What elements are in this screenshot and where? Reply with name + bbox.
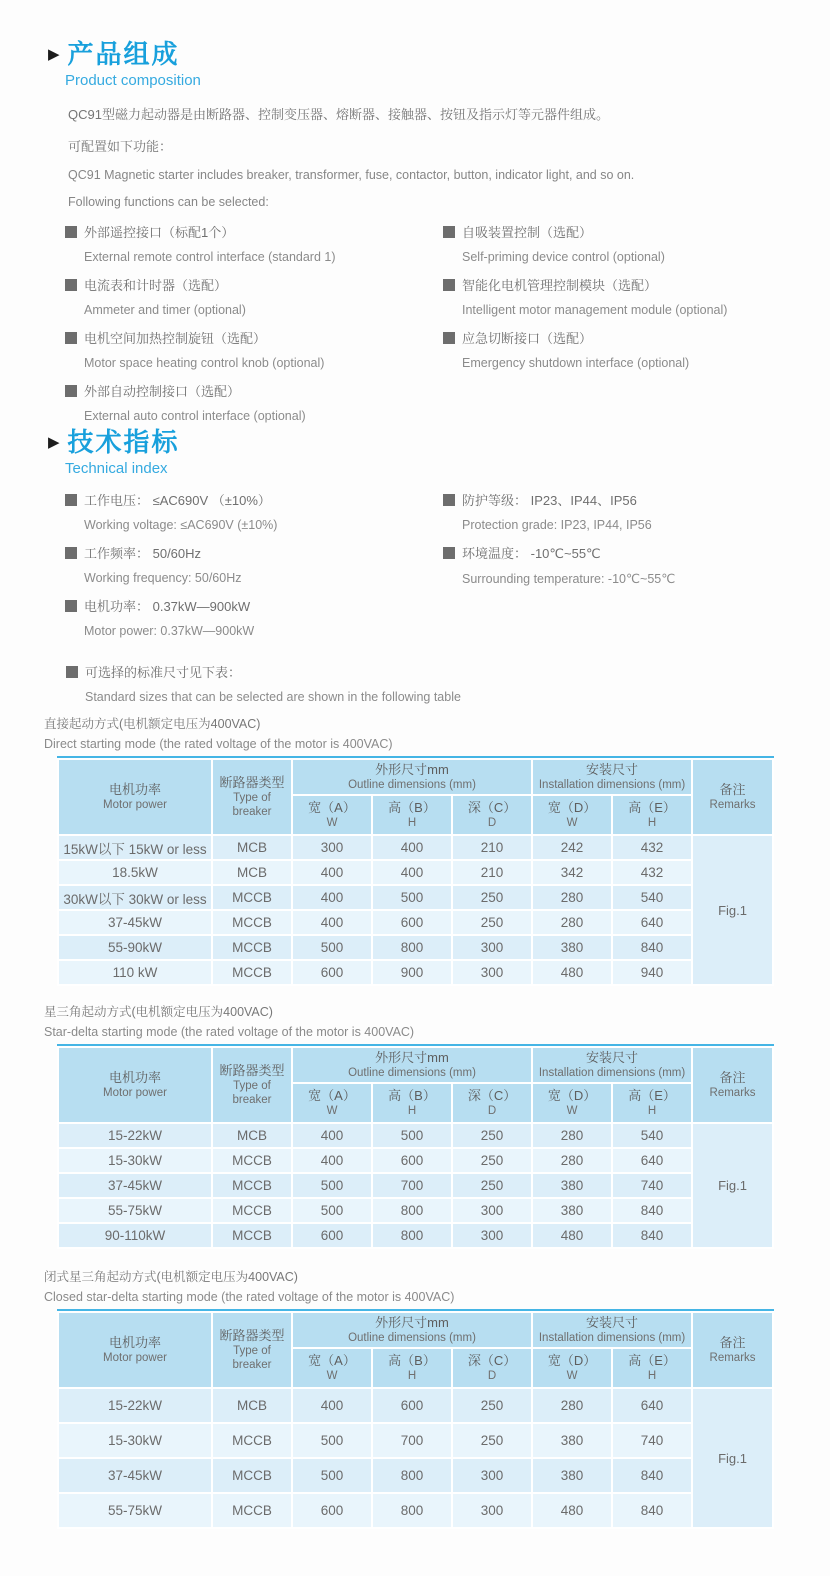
column-header: 外形尺寸mm Outline dimensions (mm) xyxy=(292,1047,532,1083)
square-bullet-icon xyxy=(65,600,77,612)
feature-column-right xyxy=(443,222,793,381)
item-text-cn: 环境温度： -10℃~55℃ xyxy=(462,545,601,561)
list-item-row-cn xyxy=(65,596,443,616)
table-cell: 250 xyxy=(452,1423,532,1458)
section-title-cn: 技术指标 xyxy=(67,427,180,457)
list-item-row-cn xyxy=(65,222,443,242)
table-cell: MCCB xyxy=(212,1458,292,1493)
table-cell: 210 xyxy=(452,860,532,885)
intro-paragraph-en: QC91 Magnetic starter includes breaker, transformer, fuse, contactor, button, indicator light, and so on. xyxy=(68,167,635,182)
square-bullet-icon xyxy=(65,385,77,397)
square-bullet-icon xyxy=(443,279,455,291)
table-cell: 380 xyxy=(532,1423,612,1458)
table-cell: 600 xyxy=(372,1388,452,1423)
table-header-row xyxy=(58,1312,773,1348)
table-cell: 640 xyxy=(612,910,692,935)
item-text-en: Emergency shutdown interface (optional) xyxy=(462,355,690,370)
table-cell: 15-22kW xyxy=(58,1388,212,1423)
square-bullet-icon xyxy=(66,666,78,678)
column-header: 安装尺寸 Installation dimensions (mm) xyxy=(532,1312,692,1348)
table-cell: 500 xyxy=(292,1198,372,1223)
table-cell: 640 xyxy=(612,1148,692,1173)
table-cell: 55-75kW xyxy=(58,1198,212,1223)
table-cell: 250 xyxy=(452,885,532,910)
table-cell: 740 xyxy=(612,1423,692,1458)
dimensions-table xyxy=(57,758,774,986)
table-cell: 280 xyxy=(532,1148,612,1173)
section-header xyxy=(48,40,793,69)
column-header: 宽（D） W xyxy=(532,1348,612,1388)
list-item xyxy=(65,275,443,317)
table-cell: 500 xyxy=(292,1458,372,1493)
table-cell: 840 xyxy=(612,1198,692,1223)
item-text-cn: 智能化电机管理控制模块（选配） xyxy=(462,277,658,293)
section-arrow-icon: ▶ xyxy=(48,45,60,63)
table-cell: 90-110kW xyxy=(58,1223,212,1248)
list-item-row-cn xyxy=(443,275,793,295)
table-cell: MCCB xyxy=(212,935,292,960)
table-cell: 300 xyxy=(452,1458,532,1493)
list-item xyxy=(65,222,443,264)
column-header: 备注 Remarks xyxy=(692,759,773,835)
table-cell: 400 xyxy=(372,860,452,885)
column-header: 宽（A） W xyxy=(292,795,372,835)
table-cell: 800 xyxy=(372,935,452,960)
section-technical-index xyxy=(48,428,793,649)
table-row xyxy=(58,935,773,960)
table-cell: 840 xyxy=(612,1458,692,1493)
table-cell: 250 xyxy=(452,1388,532,1423)
table-cell: 400 xyxy=(292,1148,372,1173)
table-cell: 900 xyxy=(372,960,452,985)
table-caption-en: Closed star-delta starting mode (the rated voltage of the motor is 400VAC) xyxy=(44,1290,455,1304)
list-item-row-cn xyxy=(443,490,793,510)
note-text-en: Standard sizes that can be selected are shown in the following table xyxy=(85,690,461,704)
table-cell: 600 xyxy=(372,1148,452,1173)
table-cell: 250 xyxy=(452,1173,532,1198)
table-cell: 400 xyxy=(292,1123,372,1148)
table-cell: 242 xyxy=(532,835,612,860)
table-cell: MCCB xyxy=(212,1173,292,1198)
dimensions-table xyxy=(57,1311,774,1529)
section-product-composition xyxy=(48,40,793,434)
list-item-row-cn xyxy=(65,490,443,510)
table-cell: 250 xyxy=(452,910,532,935)
column-header: 安装尺寸 Installation dimensions (mm) xyxy=(532,1047,692,1083)
table-cell: 30kW以下 30kW or less xyxy=(58,885,212,910)
table-cell: 480 xyxy=(532,1493,612,1528)
list-item-row-cn xyxy=(65,275,443,295)
spec-column-right xyxy=(443,490,793,597)
list-item-row-cn xyxy=(443,328,793,348)
item-text-cn: 工作电压： ≤AC690V （±10%） xyxy=(84,492,271,508)
table-row xyxy=(58,860,773,885)
table-cell: 342 xyxy=(532,860,612,885)
table-cell: 500 xyxy=(292,1423,372,1458)
column-header: 备注 Remarks xyxy=(692,1047,773,1123)
table-row xyxy=(58,1148,773,1173)
table-cell: 540 xyxy=(612,1123,692,1148)
square-bullet-icon xyxy=(443,332,455,344)
column-header: 外形尺寸mm Outline dimensions (mm) xyxy=(292,1312,532,1348)
table-cell: 840 xyxy=(612,1223,692,1248)
standard-sizes-note xyxy=(66,662,461,704)
table-cell: 280 xyxy=(532,1388,612,1423)
table-caption-cn: 闭式星三角起动方式(电机额定电压为400VAC) xyxy=(44,1270,298,1284)
table-row xyxy=(58,1423,773,1458)
table-section-closed-star-delta xyxy=(44,1267,774,1529)
item-text-cn: 电流表和计时器（选配） xyxy=(84,277,228,293)
column-header: 备注 Remarks xyxy=(692,1312,773,1388)
table-cell: 37-45kW xyxy=(58,1173,212,1198)
column-header: 高（B） H xyxy=(372,1348,452,1388)
list-item xyxy=(443,490,793,532)
table-row xyxy=(58,1173,773,1198)
item-text-en: External remote control interface (standard 1) xyxy=(84,249,336,264)
item-text-cn: 电机功率： 0.37kW—900kW xyxy=(84,598,251,614)
column-header: 宽（D） W xyxy=(532,795,612,835)
table-cell: 300 xyxy=(452,1198,532,1223)
item-text-en: Ammeter and timer (optional) xyxy=(84,302,246,317)
table-cell: MCCB xyxy=(212,1198,292,1223)
table-cell: 250 xyxy=(452,1148,532,1173)
column-header: 高（E） H xyxy=(612,1083,692,1123)
table-cell: 18.5kW xyxy=(58,860,212,885)
column-header: 断路器类型 Type of breaker xyxy=(212,759,292,835)
square-bullet-icon xyxy=(65,332,77,344)
table-cell: 800 xyxy=(372,1198,452,1223)
table-cell: 432 xyxy=(612,860,692,885)
dimensions-table xyxy=(57,756,774,986)
list-item xyxy=(443,328,793,370)
note-row-cn xyxy=(66,662,461,682)
table-cell: 300 xyxy=(452,1493,532,1528)
table-cell: 300 xyxy=(452,935,532,960)
item-text-en: Motor power: 0.37kW—900kW xyxy=(84,623,255,638)
table-cell: MCCB xyxy=(212,1223,292,1248)
remarks-cell: Fig.1 xyxy=(692,1388,773,1528)
table-cell: 600 xyxy=(292,1223,372,1248)
table-header-row xyxy=(58,759,773,795)
table-cell: 700 xyxy=(372,1423,452,1458)
table-cell: 540 xyxy=(612,885,692,910)
table-caption-cn: 直接起动方式(电机额定电压为400VAC) xyxy=(44,717,261,731)
table-cell: 300 xyxy=(292,835,372,860)
item-text-cn: 外部自动控制接口（选配） xyxy=(84,383,241,399)
column-header: 深（C） D xyxy=(452,795,532,835)
item-text-en: Self-priming device control (optional) xyxy=(462,249,665,264)
item-text-cn: 外部遥控接口（标配1个） xyxy=(84,224,235,240)
remarks-cell: Fig.1 xyxy=(692,1123,773,1248)
table-cell: 210 xyxy=(452,835,532,860)
table-cell: 940 xyxy=(612,960,692,985)
item-text-cn: 自吸装置控制（选配） xyxy=(462,224,593,240)
feature-column-left xyxy=(65,222,443,434)
item-text-en: Intelligent motor management module (optional) xyxy=(462,302,728,317)
table-cell: 400 xyxy=(372,835,452,860)
table-cell: 500 xyxy=(292,1173,372,1198)
column-header: 宽（A） W xyxy=(292,1348,372,1388)
table-cell: 15kW以下 15kW or less xyxy=(58,835,212,860)
table-row xyxy=(58,835,773,860)
table-cell: 500 xyxy=(372,885,452,910)
table-row xyxy=(58,1198,773,1223)
table-cell: 640 xyxy=(612,1388,692,1423)
table-cell: MCCB xyxy=(212,1148,292,1173)
column-header: 深（C） D xyxy=(452,1348,532,1388)
column-header: 电机功率 Motor power xyxy=(58,1312,212,1388)
table-cell: 300 xyxy=(452,960,532,985)
remarks-cell: Fig.1 xyxy=(692,835,773,985)
table-cell: 380 xyxy=(532,935,612,960)
table-cell: 840 xyxy=(612,1493,692,1528)
square-bullet-icon xyxy=(65,226,77,238)
table-cell: 432 xyxy=(612,835,692,860)
table-cell: 15-30kW xyxy=(58,1148,212,1173)
square-bullet-icon xyxy=(65,494,77,506)
table-cell: 380 xyxy=(532,1173,612,1198)
square-bullet-icon xyxy=(443,226,455,238)
section-title-en: Product composition xyxy=(65,71,201,89)
table-cell: 400 xyxy=(292,885,372,910)
table-cell: 600 xyxy=(292,1493,372,1528)
table-section-direct-starting xyxy=(44,714,774,986)
table-cell: MCCB xyxy=(212,960,292,985)
list-item xyxy=(443,275,793,317)
list-item xyxy=(65,328,443,370)
column-header: 深（C） D xyxy=(452,1083,532,1123)
feature-columns xyxy=(65,222,793,434)
item-text-en: Working voltage: ≤AC690V (±10%) xyxy=(84,517,278,532)
table-cell: 380 xyxy=(532,1458,612,1493)
column-header: 外形尺寸mm Outline dimensions (mm) xyxy=(292,759,532,795)
item-text-en: Working frequency: 50/60Hz xyxy=(84,570,242,585)
table-caption-cn: 星三角起动方式(电机额定电压为400VAC) xyxy=(44,1005,273,1019)
table-row xyxy=(58,1458,773,1493)
table-cell: 600 xyxy=(372,910,452,935)
table-caption-en: Star-delta starting mode (the rated voltage of the motor is 400VAC) xyxy=(44,1025,415,1039)
section-arrow-icon: ▶ xyxy=(48,433,60,451)
table-row xyxy=(58,960,773,985)
table-cell: 280 xyxy=(532,910,612,935)
column-header: 电机功率 Motor power xyxy=(58,1047,212,1123)
item-text-en: Surrounding temperature: -10℃~55℃ xyxy=(462,571,676,586)
table-cell: 280 xyxy=(532,885,612,910)
list-item xyxy=(65,596,443,638)
table-cell: MCB xyxy=(212,835,292,860)
table-cell: 37-45kW xyxy=(58,910,212,935)
table-cell: 480 xyxy=(532,1223,612,1248)
table-cell: MCCB xyxy=(212,910,292,935)
square-bullet-icon xyxy=(443,494,455,506)
column-header: 断路器类型 Type of breaker xyxy=(212,1047,292,1123)
column-header: 高（B） H xyxy=(372,795,452,835)
column-header: 高（B） H xyxy=(372,1083,452,1123)
square-bullet-icon xyxy=(65,547,77,559)
table-cell: 800 xyxy=(372,1458,452,1493)
column-header: 高（E） H xyxy=(612,795,692,835)
table-cell: 280 xyxy=(532,1123,612,1148)
table-cell: 400 xyxy=(292,910,372,935)
list-item xyxy=(65,381,443,423)
item-text-en: Protection grade: IP23, IP44, IP56 xyxy=(462,517,652,532)
column-header: 宽（D） W xyxy=(532,1083,612,1123)
table-header-row xyxy=(58,1047,773,1083)
item-text-cn: 电机空间加热控制旋钮（选配） xyxy=(84,330,267,346)
intro-paragraph-cn: 可配置如下功能： xyxy=(68,138,173,154)
dimensions-table xyxy=(57,1046,774,1249)
spec-column-left xyxy=(65,490,443,649)
table-cell: 500 xyxy=(372,1123,452,1148)
item-text-cn: 防护等级： IP23、IP44、IP56 xyxy=(462,492,637,508)
table-cell: 700 xyxy=(372,1173,452,1198)
column-header: 电机功率 Motor power xyxy=(58,759,212,835)
table-caption-en: Direct starting mode (the rated voltage of the motor is 400VAC) xyxy=(44,737,393,751)
list-item-row-cn xyxy=(65,328,443,348)
intro-paragraphs xyxy=(68,104,793,209)
table-cell: 55-75kW xyxy=(58,1493,212,1528)
list-item-row-cn xyxy=(65,543,443,563)
column-header: 高（E） H xyxy=(612,1348,692,1388)
table-cell: 300 xyxy=(452,1223,532,1248)
column-header: 断路器类型 Type of breaker xyxy=(212,1312,292,1388)
table-row xyxy=(58,1388,773,1423)
table-cell: 380 xyxy=(532,1198,612,1223)
section-title-cn: 产品组成 xyxy=(67,39,180,69)
table-cell: 740 xyxy=(612,1173,692,1198)
table-cell: 250 xyxy=(452,1123,532,1148)
table-cell: 840 xyxy=(612,935,692,960)
table-cell: 800 xyxy=(372,1493,452,1528)
note-text-cn: 可选择的标准尺寸见下表： xyxy=(85,665,242,680)
intro-paragraph-cn: QC91型磁力起动器是由断路器、控制变压器、熔断器、接触器、按钮及指示灯等元器件组成。 xyxy=(68,106,609,122)
table-cell: MCCB xyxy=(212,1493,292,1528)
list-item-row-cn xyxy=(443,222,793,242)
table-cell: 600 xyxy=(292,960,372,985)
table-cell: 37-45kW xyxy=(58,1458,212,1493)
spec-columns xyxy=(65,490,793,649)
item-text-en: External auto control interface (optional) xyxy=(84,408,306,423)
section-header xyxy=(48,428,793,457)
item-text-en: Motor space heating control knob (optional) xyxy=(84,355,325,370)
table-row xyxy=(58,1223,773,1248)
table-cell: 400 xyxy=(292,1388,372,1423)
table-cell: 500 xyxy=(292,935,372,960)
item-text-cn: 工作频率： 50/60Hz xyxy=(84,545,202,561)
table-cell: 800 xyxy=(372,1223,452,1248)
item-text-cn: 应急切断接口（选配） xyxy=(462,330,593,346)
table-cell: MCCB xyxy=(212,885,292,910)
table-row xyxy=(58,910,773,935)
dimensions-table xyxy=(57,1044,774,1249)
table-cell: MCCB xyxy=(212,1423,292,1458)
column-header: 宽（A） W xyxy=(292,1083,372,1123)
table-row xyxy=(58,885,773,910)
table-cell: 480 xyxy=(532,960,612,985)
dimensions-table xyxy=(57,1309,774,1529)
list-item xyxy=(443,543,793,586)
table-cell: MCB xyxy=(212,860,292,885)
table-cell: 110 kW xyxy=(58,960,212,985)
list-item-row-cn xyxy=(443,543,793,563)
table-row xyxy=(58,1493,773,1528)
table-cell: 15-22kW xyxy=(58,1123,212,1148)
table-cell: MCB xyxy=(212,1123,292,1148)
table-cell: 15-30kW xyxy=(58,1423,212,1458)
table-section-star-delta xyxy=(44,1002,774,1249)
list-item xyxy=(65,543,443,585)
table-row xyxy=(58,1123,773,1148)
table-cell: MCB xyxy=(212,1388,292,1423)
square-bullet-icon xyxy=(65,279,77,291)
table-cell: 55-90kW xyxy=(58,935,212,960)
list-item-row-cn xyxy=(65,381,443,401)
column-header: 安装尺寸 Installation dimensions (mm) xyxy=(532,759,692,795)
list-item xyxy=(65,490,443,532)
list-item xyxy=(443,222,793,264)
section-title-en: Technical index xyxy=(65,459,168,477)
table-cell: 400 xyxy=(292,860,372,885)
intro-paragraph-en: Following functions can be selected: xyxy=(68,194,269,209)
square-bullet-icon xyxy=(443,547,455,559)
